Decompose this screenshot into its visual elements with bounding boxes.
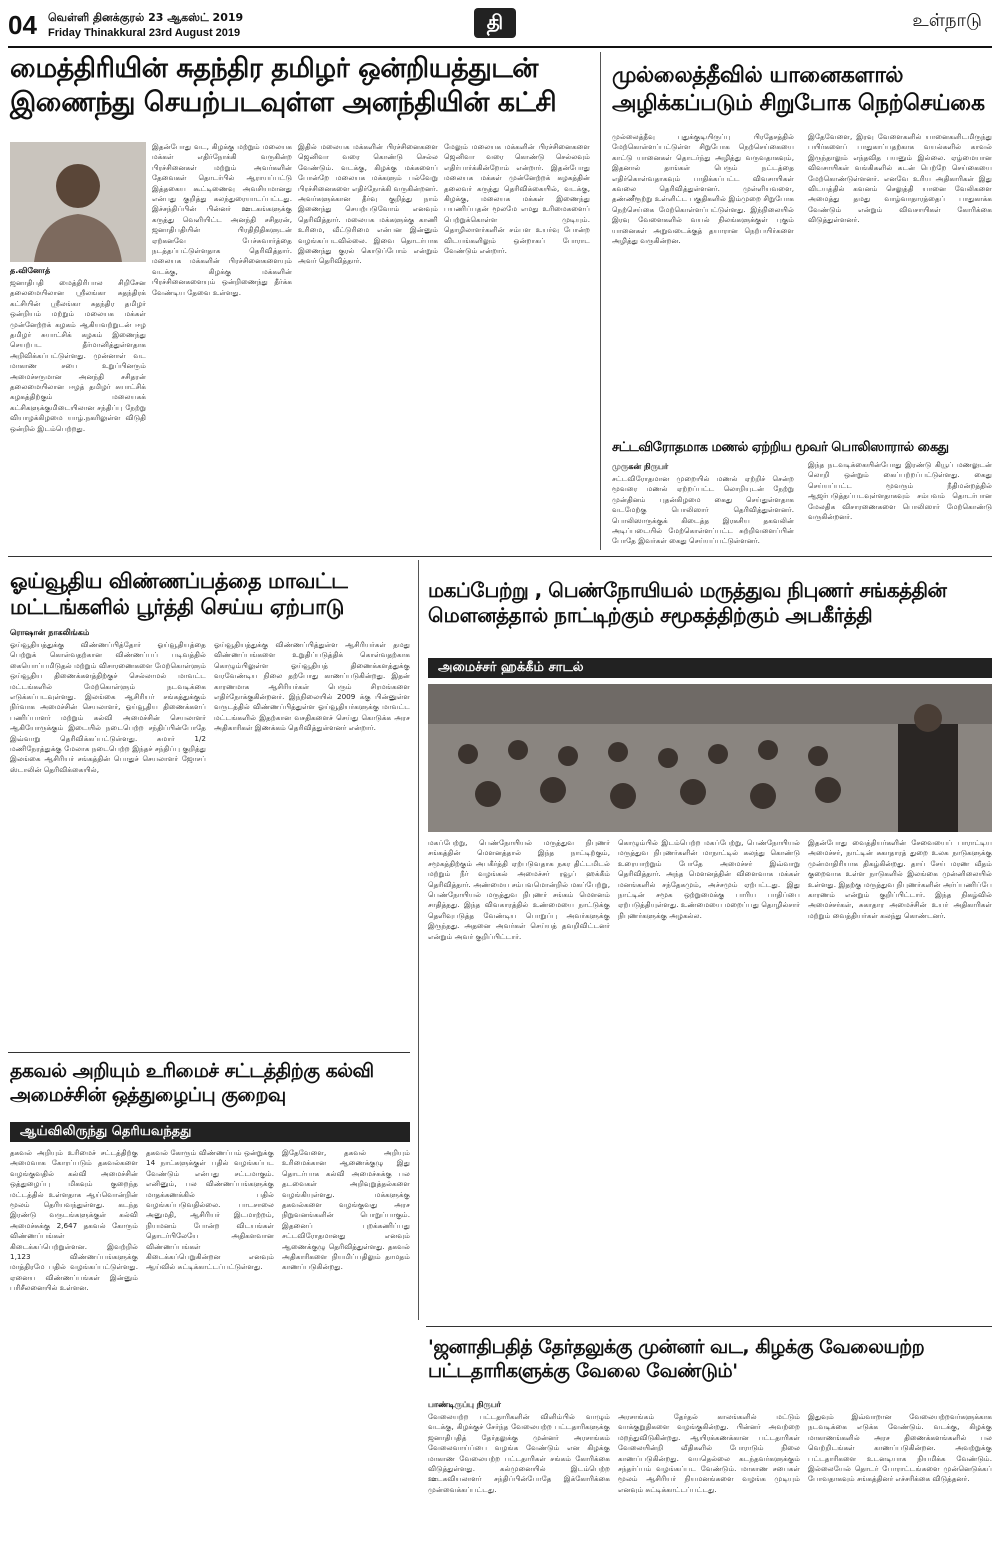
article-3-byline: முருகன் நிருபர் — [612, 462, 669, 471]
portrait-photo — [10, 142, 146, 262]
article-1-byline: த.வினோத் — [10, 266, 51, 275]
article-6-col-2: தகவல் கோரும் விண்ணப்பம் ஒன்றுக்கு 14 நாட்களுக்குள் பதில் வழங்கப்பட வேண்டும் என்பது சட்டமாகும். எனினும், பல விண்ணப்பங்களுக்கு மாதக்கணக்கில் பதில் வழங்கப்படுவதில்லை. பாடசாலை அனுமதி, ஆசிரியர் இடமாற்றம், நியமனம் போன்ற விடயங்கள் தொடர்பிலேயே அதிகளவான விண்ணப்பங்கள் கிடைக்கப்பெறுகின்றன எனவும் ஆய்வில் சுட்டிக்காட்டப்பட்டுள்ளது. — [146, 1148, 274, 1272]
column-divider — [600, 52, 601, 550]
article-5-headline: மகப்பேற்று , பெண்நோயியல் மருத்துவ நிபுணர் சங்கத்தின் மௌனத்தால் நாட்டிற்கும் சமூகத்திற்கும் அபகீர்த்தி — [428, 578, 947, 627]
article-3-col-1: சட்டவிரோதமான முறையில் மணல் ஏற்றிச் சென்ற மூவரை மணல் ஏற்றப்பட்ட லொறியுடன் நேற்று முன்தினம் புதன்கிழமை கைது செய்துள்ளதாக வடமேற்கு பொலிஸார் தெரிவித்துள்ளனர். பொலிஸாருக்குக் கிடைத்த இரகசிய தகவலின் அடிப்படையில் மேற்கொள்ளப்பட்ட சுற்றிவளைப்பின் போதே இவர்கள் கைது செய்யப்பட்டுள்ளனர். — [612, 474, 794, 546]
article-1-col-3: இதில் மலையக மக்களின் பிரச்சினைகளை ஜெனிவா வரை கொண்டு செல்ல வேண்டும். வடக்கு, கிழக்கு மக்களைப் போன்றே மலையக மக்களும் பல்வேறு பிரச்சினைகளை எதிர்நோக்கி வருகின்றனர். அவர்களுக்கான தீர்வு குறித்து நாம் இணைந்து செயற்படுவோம் எனவும் தெரிவித்தார். மலையக மக்களுக்கு காணி உரிமை, வீட்டுரிமை என்பன இன்னும் வழங்கப்படவில்லை. இவை தொடர்பாக இணைந்து குரல் கொடுப்போம் என்றும் அவர் தெரிவித்தார். — [298, 142, 438, 266]
date-english: Friday Thinakkural 23rd August 2019 — [48, 27, 241, 39]
article-6-subhead: ஆய்விலிருந்து தெரியவந்தது — [10, 1122, 410, 1142]
article-5-col-1: மகப்பேற்று, பெண்நோயியல் மருத்துவ நிபுணர் சங்கத்தின் மௌனத்தால் இந்த நாட்டிற்கும், சமூகத்திற்கும் அபகீர்த்தி ஏற்படுவதாக நகர திட்டமிடல் மற்றும் நீர் வழங்கல் அமைச்சர் ரவூப் ஹக்கீம் தெரிவித்தார். அண்மைய சம்பவமொன்றில் மகப்பேற்று, பெண்நோயியல் மருத்துவ நிபுணர் சங்கம் மௌனம் சாதித்தது. இந்த விவகாரத்தில் உண்மையை நாட்டுக்கு தெளிவுபடுத்த வேண்டிய பொறுப்பு அவர்களுக்கு இருந்தது. அதனை அவர்கள் செய்யத் தவறிவிட்டனர் என்றும் அவர் குறிப்பிட்டார். — [428, 838, 610, 941]
article-6-col-1: தகவல் அறியும் உரிமைச் சட்டத்திற்கு அமைவாக கோரப்படும் தகவல்களை வழங்குவதில் கல்வி அமைச்சின் ஒத்துழைப்பு மிகவும் குறைந்த மட்டத்தில் உள்ளதாக ஆய்வொன்றின் மூலம் தெரியவந்துள்ளது. கடந்த இரண்டு வருடங்களுக்குள் கல்வி அமைச்சுக்கு 2,647 தகவல் கோரும் விண்ணப்பங்கள் கிடைக்கப்பெற்றுள்ளன. இவற்றில் 1,123 விண்ணப்பங்களுக்கு மாத்திரமே பதில் வழங்கப்பட்டுள்ளது. ஏனைய விண்ணப்பங்கள் இன்னும் பரிசீலனையில் உள்ளன. — [10, 1148, 138, 1293]
article-3-col-2: இந்த நடவடிக்கையின்போது இரண்டு கியூப் மணலுடன் லொறி ஒன்றும் கைப்பற்றப்பட்டுள்ளது. கைது செய்யப்பட்ட மூவரும் நீதிமன்றத்தில் ஆஜர்படுத்தப்படவுள்ளதாகவும் சம்பவம் தொடர்பான மேலதிக விசாரணைகளை பொலிஸார் மேற்கொண்டு வருகின்றனர். — [808, 460, 992, 522]
article-1-headline: மைத்திரியின் சுதந்திர தமிழர் ஒன்றியத்துடன் இணைந்து செயற்படவுள்ள அனந்தியின் கட்சி — [10, 53, 557, 118]
date-tamil: வெள்ளி தினக்குரல் 23 ஆகஸ்ட் 2019 — [48, 11, 244, 24]
conference-photo — [428, 684, 992, 832]
article-5-col-3: இதன்போது வைத்தியர்களின் சேவையைப் பாராட்டிய அமைச்சர், நாட்டின் சுகாதாரத் துறை உலக நாடுகளுக்கு முன்மாதிரியாக திகழ்கின்றது. தாய் சேய் மரண வீதம் குறைவாக உள்ள நாடுகளில் இலங்கை முன்னிலையில் உள்ளது. இதற்கு மருத்துவ நிபுணர்களின் அர்ப்பணிப்பே காரணம் என்றும் குறிப்பிட்டார். இந்த நிகழ்வில் அமைச்சர்கள், சுகாதார அமைச்சின் உயர் அதிகாரிகள் மற்றும் வைத்தியர்கள் கலந்து கொண்டனர். — [808, 838, 992, 920]
article-2-headline: முல்லைத்தீவில் யானைகளால் அழிக்கப்படும் சிறுபோக நெற்செய்கை — [612, 63, 985, 116]
section-rule — [426, 1326, 992, 1327]
article-1-col-1: ஜனாதிபதி மைத்திரிபால சிறிசேன தலைமையிலான ஸ்ரீலங்கா சுதந்திரக் கட்சியின் ஸ்ரீலங்கா சுதந்திர தமிழர் ஒன்றியம் மற்றும் மலையக மக்கள் முன்னேற்றக் கழகம் ஆகியவற்றுடன் ஈழ தமிழர் சுயாட்சிக் கழகம் இணைந்து செயற்பட தீர்மானித்துள்ளதாக அறிவிக்கப்பட்டுள்ளது. முன்னாள் வட மாகாண சபை உறுப்பினரும் அமைச்சருமான அனந்தி சசிதரன் தலைமையிலான ஈழத் தமிழர் சுயாட்சிக் கழகத்திற்கும் மலையகக் கட்சிகளுக்குமிடையிலான சந்திப்பு நேற்று வியாழக்கிழமை யாழ்.நகரிலுள்ள விடுதி ஒன்றில் இடம்பெற்றது. — [10, 278, 146, 433]
article-1-col-4: மேலும் மலையக மக்களின் பிரச்சினைகளை ஜெனிவா வரை கொண்டு செல்லவும் எதிர்பார்க்கின்றோம் என்றார். இதன்போது மலையக மக்கள் முன்னேற்றக் கழகத்தின் தலைவர் கருத்து தெரிவிக்கையில், வடக்கு, கிழக்கு, மலையக மக்கள் இணைந்து பயணிப்பதன் மூலமே எமது உரிமைகளைப் பெற்றுக்கொள்ள முடியும். தொழிலாளர்களின் சம்பள உயர்வு போன்ற விடயங்களிலும் ஒன்றாகப் போராட வேண்டும் என்றார். — [444, 142, 590, 256]
column-divider — [418, 560, 419, 1320]
article-1-col-2: இதன்போது வட, கிழக்கு மற்றும் மலையக மக்கள் எதிர்நோக்கி வருகின்ற பிரச்சினைகள் மற்றும் அவர்களின் தேவைகள் தொடர்பில் ஆராயப்பட்டு இத்தகைய கூட்டிணைவு அவசியமானது என்பது குறித்து கலந்துரையாடப்பட்டது. இச்சந்திப்பின் பின்னர் ஊடகங்களுக்கு கருத்து வெளியிட்ட அனந்தி சசிதரன், ஜனாதிபதியின் பிரதிநிதிகளுடன் ஏற்கனவே பேச்சுவார்த்தை நடத்தப்பட்டுள்ளதாக தெரிவித்தார். மலையக மக்களின் பிரச்சினைகளையும் வடக்கு, கிழக்கு மக்களின் பிரச்சினைகளையும் ஒன்றிணைந்து தீர்க்க வேண்டிய தேவை உள்ளது. — [152, 142, 292, 297]
article-2-col-2: இதேவேளை, இரவு வேளைகளில் யானைகளிடமிருந்து பயிர்களைப் பாதுகாப்பதற்காக வயல்களில் காவல் இருந்தாலும் எந்தவித பயனும் இல்லை. ஏழ்மையான விவசாயிகள் வங்கிகளில் கடன் பெற்றே செய்கையை மேற்கொண்டுள்ளனர். எனவே உரிய அதிகாரிகள் இது விடயத்தில் கவனம் செலுத்தி யானை வேலிகளை அமைத்து தமது வாழ்வாதாரத்தைப் பாதுகாக்க வேண்டும் என்றும் விவசாயிகள் கோரிக்கை விடுத்துள்ளனர். — [808, 132, 992, 225]
section-rule — [8, 556, 992, 557]
article-2-col-1: முல்லைத்தீவு புதுக்குடியிருப்பு பிரதேசத்தில் மேற்கொள்ளப்பட்டுள்ள சிறுபோக நெற்செய்கையை காட்டு யானைகள் தொடர்ந்து அழித்து வருவதாகவும், இதனால் தாங்கள் பெரும் நட்டத்தை எதிர்கொள்வதாகவும் பாதிக்கப்பட்ட விவசாயிகள் கவலை தெரிவித்துள்ளனர். முள்ளியவளை, தண்ணீரூற்று உள்ளிட்ட பகுதிகளில் இம்முறை சிறுபோக நெற்செய்கை மேற்கொள்ளப்பட்டுள்ளது. இந்நிலையில் இரவு வேளைகளில் வயல் நிலங்களுக்குள் புகும் யானைகள் அறுவடைக்குத் தயாரான நெற்பயிர்களை அழித்து வருகின்றன. — [612, 132, 794, 246]
article-5-subhead: அமைச்சர் ஹக்கீம் சாடல் — [428, 658, 992, 678]
article-3-headline: சட்டவிரோதமாக மணல் ஏற்றிய மூவர் பொலிஸாரால் கைது — [612, 440, 949, 455]
article-7-col-2: அரசாங்கம் தேர்தல் காலங்களில் மட்டும் வாக்குறுதிகளை வழங்குகின்றது. பின்னர் அவற்றை மறந்துவிடுகின்றது. ஆயிரக்கணக்கான பட்டதாரிகள் வேலையின்றி வீதிகளில் போராடும் நிலை காணப்படுகின்றது. வயதெல்லை கடந்தவர்களுக்கும் சந்தர்ப்பம் வழங்கப்பட வேண்டும். மாகாண சபைகள் மூலம் ஆசிரியர் நியமனங்களை வழங்க முடியும் எனவும் சுட்டிக்காட்டப்பட்டது. — [618, 1412, 800, 1494]
article-4-col-2: ஓய்வூதியத்துக்கு விண்ணப்பித்துள்ள ஆசிரியர்கள் தமது விண்ணப்பங்களை உறுதிப்படுத்திக் கொள்வதற்காக கொழும்பிலுள்ள ஓய்வூதியத் திணைக்களத்துக்கு வரவேண்டிய நிலை தற்போது காணப்படுகின்றது. இதன் காரணமாக ஆசிரியர்கள் பெரும் சிரமங்களை எதிர்நோக்குகின்றனர். இந்நிலையில் 2009 க்கு பின்னுள்ள வருடத்தில் விண்ணப்பித்துள்ள ஓய்வூதியர்களுக்கு மாவட்ட மட்டங்களில் இதற்கான வசதிகளைச் செய்து கொடுக்க அரச அதிகாரிகள் இணக்கம் தெரிவித்துள்ளனர் என்றார். — [214, 640, 410, 733]
article-7-byline: பாண்டிருப்பு நிருபர் — [428, 1400, 501, 1409]
section-rule — [8, 1052, 410, 1053]
article-4-headline: ஓய்வூதிய விண்ணப்பத்தை மாவட்ட மட்டங்களில் பூர்த்தி செய்ய ஏற்பாடு — [10, 569, 348, 620]
newspaper-logo: தி — [474, 8, 516, 38]
article-7-col-1: வேலையற்ற பட்டதாரிகளின் விளிம்பில் வாழும் வடக்கு, கிழக்குச் சேர்ந்த வேலையற்ற பட்டதாரிகளுக்கு ஜனாதிபதித் தேர்தலுக்கு முன்னர் அரசாங்கம் வேலைவாய்ப்பை வழங்க வேண்டும் என கிழக்கு மாகாண வேலையற்ற பட்டதாரிகள் சங்கம் கோரிக்கை விடுத்துள்ளது. கல்முனையில் இடம்பெற்ற ஊடகவியலாளர் சந்திப்பின்போதே இக்கோரிக்கை முன்வைக்கப்பட்டது. — [428, 1412, 610, 1494]
section-title: உள்நாடு — [912, 10, 982, 31]
page-number: 04 — [8, 10, 37, 40]
article-6-col-3: இதேவேளை, தகவல் அறியும் உரிமைக்கான ஆணைக்குழு இது தொடர்பாக கல்வி அமைச்சுக்கு பல தடவைகள் அறிவுறுத்தல்களை வழங்கியுள்ளது. மக்களுக்கு தகவல்களை வழங்குவது அரச நிறுவனங்களின் பொறுப்பாகும். இதனைப் புறக்கணிப்பது சட்டவிரோதமானது எனவும் ஆணைக்குழு தெரிவித்துள்ளது. தகவல் அதிகாரிகளை நியமிப்பதிலும் தாமதம் காணப்படுகின்றது. — [282, 1148, 410, 1272]
article-4-byline: ரொஷான் நாகலிங்கம் — [10, 628, 90, 637]
article-4-col-1: ஓய்வூதியத்துக்கு விண்ணப்பித்தோர் ஓய்வூதியத்தை பெற்றுக் கொள்வதற்கான விண்ணப்பப் படிவத்தில் கையொப்பமிடுதல் மற்றும் விசாரணைகளை மேற்கொள்ளும் ஒய்வூதிய திணைக்களத்திற்குச் செல்லாமல் மாவட்ட மட்டங்களில் மேற்கொள்ளும் நடவடிக்கை எடுக்கப்படவுள்ளது. இலங்கை ஆசிரியர் சங்கத்துக்கும் நிர்வாக அமைச்சின் செயலாளர், ஓய்வூதிய திணைக்களப் பணிப்பாளர் மற்றும் கல்வி அமைச்சின் செயலாளர் ஆகியோருக்கும் இடையில் நடைபெற்ற சந்திப்பின்போதே இவ்வாறு தெரிவிக்கப்பட்டுள்ளது. சுமார் 1/2 மணிநேரத்துக்கு மேலாக நடைபெற்ற இந்தச் சந்திப்பு குறித்து இலங்கை ஆசிரியர் சங்கத்தின் பொதுச் செயலாளர் ஜோசப் ஸ்டாலின் தெரிவிக்கையில், — [10, 640, 206, 774]
article-7-headline: 'ஜனாதிபதித் தேர்தலுக்கு முன்னர் வட, கிழக்கு வேலையற்ற பட்டதாரிகளுக்கு வேலை வேண்டும்' — [428, 1336, 925, 1382]
article-5-col-2: கொழும்பில் இடம்பெற்ற மகப்பேற்று, பெண்நோயியல் மருத்துவ நிபுணர்களின் மாநாட்டில் கலந்து கொண்டு உரையாற்றும் போதே அமைச்சர் இவ்வாறு தெரிவித்தார். அந்த மௌனத்தின் விளைவாக மக்கள் மனங்களில் சந்தேகமும், அச்சமும் ஏற்பட்டது. இது நாட்டின் சமூக ஒற்றுமைக்கு பாரிய பாதிப்பை ஏற்படுத்தியுள்ளது. உண்மையை மறைப்பது தொழில்சார் நிபுணர்களுக்கு அழகல்ல. — [618, 838, 800, 920]
header-rule — [8, 46, 992, 48]
article-7-col-3: இதுவும் இவ்வாறான வேலையற்றவர்களுக்காக நடவடிக்கை எடுக்க வேண்டும். வடக்கு, கிழக்கு மாகாணங்களில் அரச திணைக்களங்களில் பல வெற்றிடங்கள் காணப்படுகின்றன. அவற்றுக்கு பட்டதாரிகளை உடனடியாக நியமிக்க வேண்டும். இல்லையேல் தொடர் போராட்டங்களை முன்னெடுக்கப் போவதாகவும் சங்கத்தினர் எச்சரிக்கை விடுத்தனர். — [808, 1412, 992, 1484]
article-6-headline: தகவல் அறியும் உரிமைச் சட்டத்திற்கு கல்வி அமைச்சின் ஒத்துழைப்பு குறைவு — [10, 1060, 374, 1106]
